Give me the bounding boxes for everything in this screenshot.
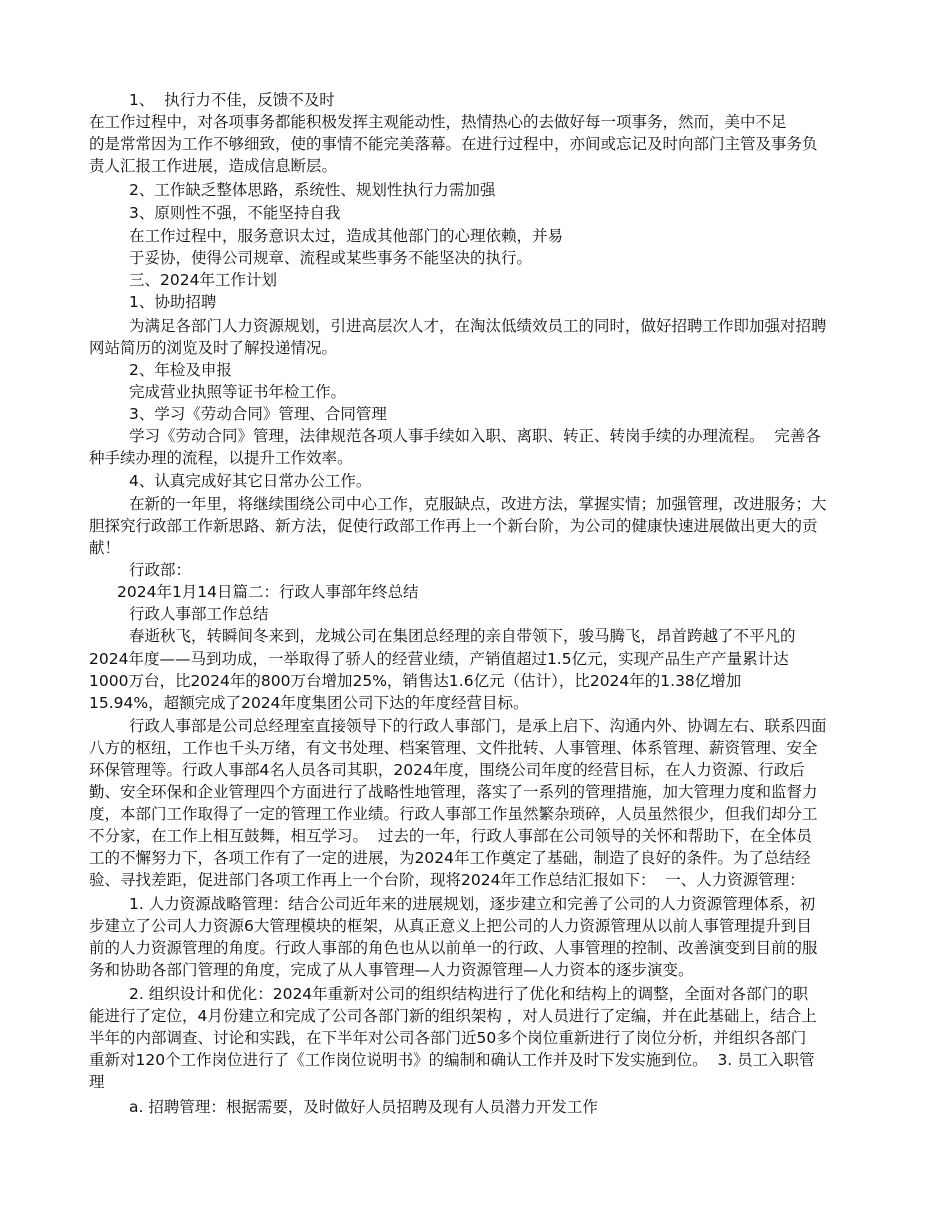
heading-item-1: 1、协助招聘	[129, 293, 217, 311]
paragraph-line: 2. 组织设计和优化：2024年重新对公司的组织结构进行了优化和结构上的调整，全面对各部门的职	[129, 985, 809, 1003]
section-heading: 三、2024年工作计划	[129, 271, 277, 289]
paragraph-line: 于妥协，使得公司规章、流程或某些事务不能坚决的执行。	[129, 249, 533, 267]
paragraph-line: 完成营业执照等证书年检工作。	[129, 383, 347, 401]
paragraph-line: 在工作过程中，服务意识太过，造成其他部门的心理依赖，并易	[129, 227, 564, 245]
paragraph-line: 2024年度——马到功成，一举取得了骄人的经营业绩，产销值超过1.5亿元，实现产品生产产量累计达	[89, 650, 789, 668]
paragraph-line: 前的人力资源管理的角度。行政人事部的角色也从以前单一的行政、人事管理的控制、改善演变到目前的服	[89, 939, 818, 957]
paragraph-line: 度，本部门工作取得了一定的管理工作业绩。行政人事部工作虽然繁杂琐碎，人员虽然很少，但我们却分工	[89, 805, 818, 823]
paragraph-line: 1000万台，比2024年的800万台增加25%，销售达1.6亿元（估计），比2024年的1.38亿增加	[89, 672, 742, 690]
paragraph-line: 在新的一年里，将继续围绕公司中心工作，克服缺点，改进方法，掌握实情；加强管理，改进服务；大	[129, 495, 827, 513]
paragraph-line: 勤、安全环保和企业管理四个方面进行了战略性地管理，落实了一系列的管理措施，加大管理力度和监督力	[89, 783, 818, 801]
paragraph-line: 的是常常因为工作不够细致，使的事情不能完美落幕。在进行过程中，亦间或忘记及时向部门主管及事务负	[89, 135, 818, 153]
list-item: a. 招聘管理：根据需要，及时做好人员招聘及现有人员潜力开发工作	[129, 1098, 598, 1116]
paragraph-line: 责人汇报工作进展，造成信息断层。	[89, 157, 338, 175]
paragraph-line: 胆探究行政部工作新思路、新方法，促使行政部工作再上一个新台阶，为公司的健康快速进展做出更大的贡	[89, 517, 818, 535]
document-title: 行政人事部工作总结	[129, 605, 269, 623]
paragraph-line: 环保管理等。行政人事部4名人员各司其职，2024年度，围绕公司年度的经营目标，在人力资源、行政后	[89, 761, 805, 779]
heading-item-2: 2、年检及申报	[129, 361, 232, 379]
signature-dept: 行政部：	[129, 561, 192, 579]
heading-item-4: 4、认真完成好其它日常办公工作。	[129, 472, 372, 490]
paragraph-line: 工的不懈努力下，各项工作有了一定的进展，为2024年工作奠定了基础，制造了良好的条件。为了总结经	[89, 849, 811, 867]
paragraph-line: 春逝秋飞，转瞬间冬来到，龙城公司在集团总经理的亲自带领下，骏马腾飞，昂首跨越了不平凡的	[129, 627, 796, 645]
heading-item-1: 1、 执行力不佳，反馈不及时	[129, 91, 335, 109]
paragraph-line: 半年的内部调查、讨论和实践，在下半年对公司各部门近50多个岗位重新进行了岗位分析，并组织各部门	[89, 1029, 807, 1047]
paragraph-line: 网站简历的浏览及时了解投递情况。	[89, 339, 338, 357]
paragraph-line: 步建立了公司人力资源6大管理模块的框架，从真正意义上把公司的人力资源管理从以前人事管理提升到目	[89, 917, 812, 935]
heading-item-3: 3、学习《劳动合同》管理、合同管理	[129, 405, 387, 423]
paragraph-line: 能进行了定位，4月份建立和完成了公司各部门新的组织架构 ，对人员进行了定编，并在此基础上，结合上	[89, 1007, 817, 1025]
paragraph-line: 八方的枢纽，工作也千头万绪，有文书处理、档案管理、文件批转、人事管理、体系管理、薪资管理、安全	[89, 739, 818, 757]
paragraph-line: 在工作过程中，对各项事务都能积极发挥主观能动性，热情热心的去做好每一项事务，然而，美中不足	[89, 113, 787, 131]
heading-item-3: 3、原则性不强，不能坚持自我	[129, 204, 341, 222]
paragraph-line: 献！	[89, 539, 121, 557]
paragraph-line: 行政人事部是公司总经理室直接领导下的行政人事部门，是承上启下、沟通内外、协调左右、联系四面	[129, 717, 827, 735]
paragraph-line: 理	[89, 1073, 105, 1091]
paragraph-line: 15.94%，超额完成了2024年度集团公司下达的年度经营目标。	[89, 694, 529, 712]
heading-item-2: 2、工作缺乏整体思路，系统性、规划性执行力需加强	[129, 181, 496, 199]
paragraph-line: 为满足各部门人力资源规划，引进高层次人才，在淘汰低绩效员工的同时，做好招聘工作即加强对招聘	[129, 317, 827, 335]
paragraph-line: 1. 人力资源战略管理：结合公司近年来的进展规划，逐步建立和完善了公司的人力资源管理体系，初	[129, 895, 816, 913]
paragraph-line: 种手续办理的流程，以提升工作效率。	[89, 449, 353, 467]
paragraph-line: 验、寻找差距，促进部门各项工作再上一个台阶，现将2024年工作总结汇报如下： 一、人力资源管理：	[89, 871, 805, 889]
paragraph-line: 务和协助各部门管理的角度，完成了从人事管理—人力资源管理—人力资本的逐步演变。	[89, 961, 694, 979]
date-title-line: 2024年1月14日篇二：行政人事部年终总结	[117, 583, 419, 601]
paragraph-line: 重新对120个工作岗位进行了《工作岗位说明书》的编制和确认工作并及时下发实施到位。 3. 员工入职管	[89, 1051, 815, 1069]
paragraph-line: 不分家，在工作上相互鼓舞，相互学习。 过去的一年，行政人事部在公司领导的关怀和帮助下，在全体员	[89, 827, 812, 845]
paragraph-line: 学习《劳动合同》管理，法律规范各项人事手续如入职、离职、转正、转岗手续的办理流程。 完善各	[129, 427, 821, 445]
